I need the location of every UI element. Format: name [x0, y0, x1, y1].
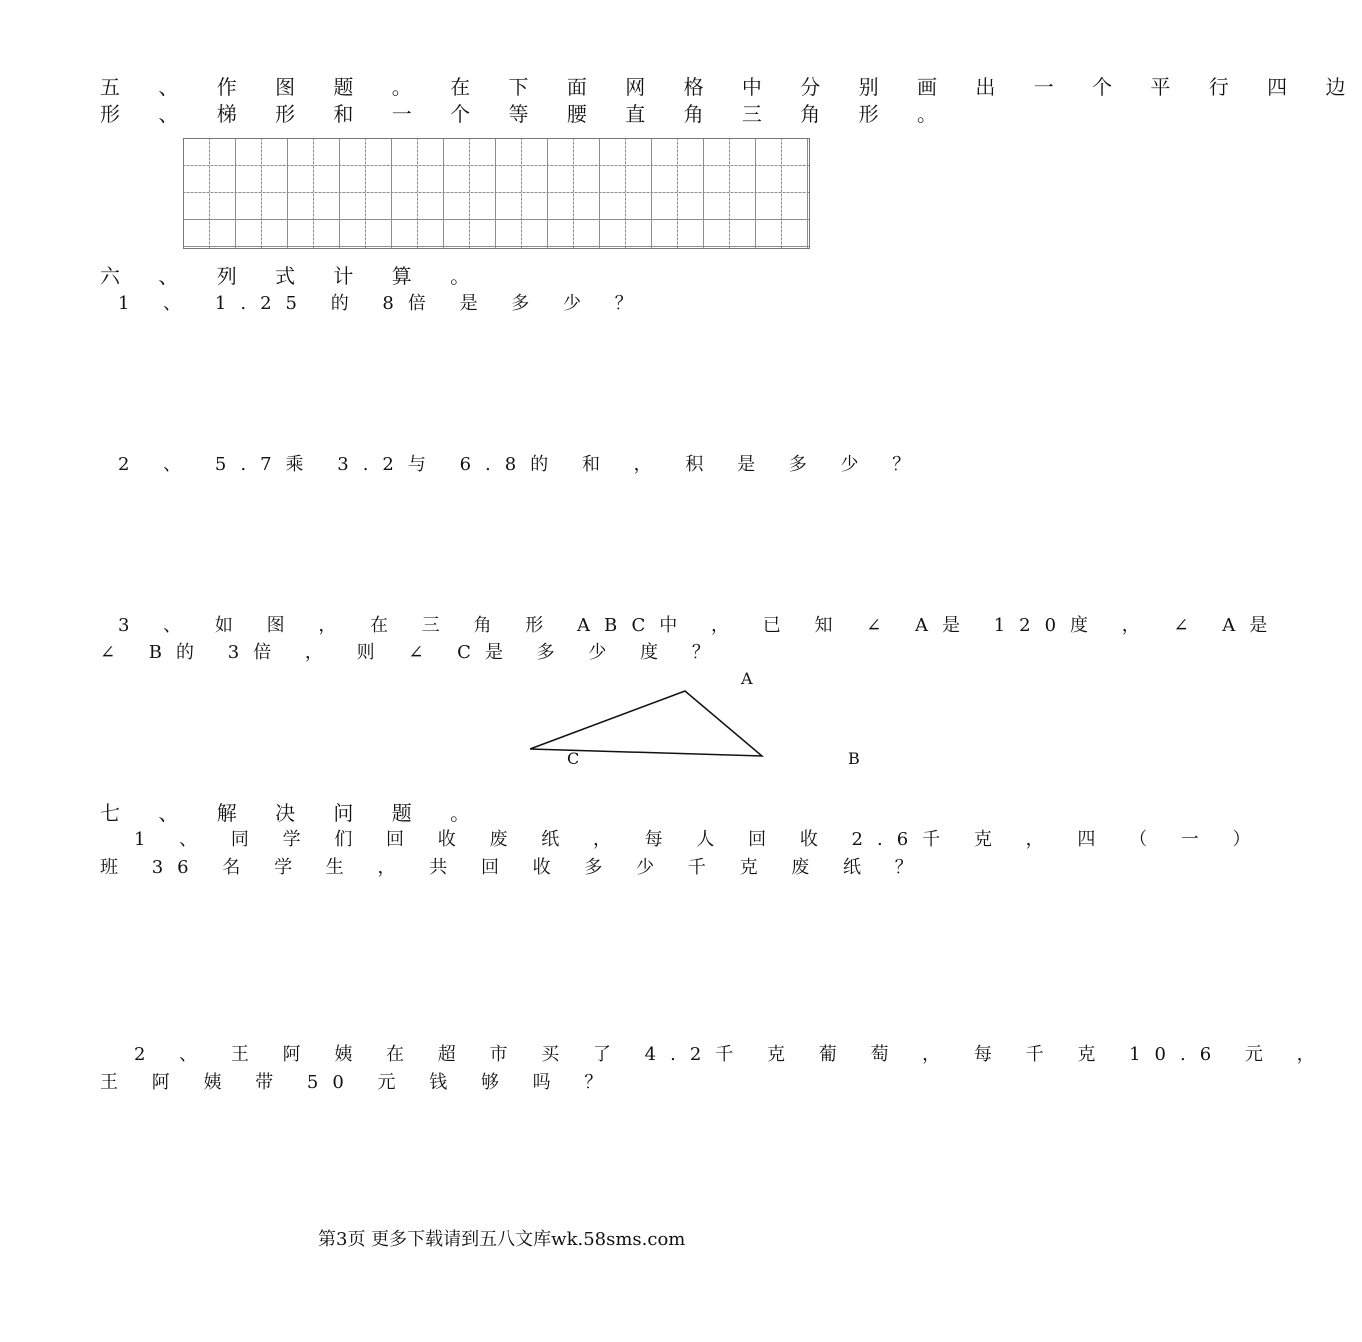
section-six-question-1: 1 、 1.25 的 8倍 是 多 少 ？	[118, 293, 647, 314]
triangle-label-a: A	[741, 669, 753, 688]
section-seven-question-1-line-1: 1 、 同 学 们 回 收 废 纸 ， 每 人 回 收 2.6千 克 ， 四 （ 一 ）	[134, 829, 1265, 850]
grid-dot-overlay	[184, 139, 809, 248]
triangle-shape	[530, 691, 762, 756]
section-seven-title: 七 、 解 决 问 题 。	[100, 801, 487, 825]
section-six-title: 六 、 列 式 计 算 。	[100, 264, 487, 288]
triangle-label-b: B	[848, 749, 860, 768]
triangle-figure	[520, 668, 890, 774]
section-six-question-3-line-2: ∠ B的 3倍 ， 则 ∠ C是 多 少 度 ？	[100, 642, 724, 663]
section-seven-question-2-line-1: 2 、 王 阿 姨 在 超 市 买 了 4.2千 克 葡 萄 ， 每 千 克 10.6 元 ，	[134, 1044, 1329, 1065]
triangle-label-c: C	[567, 749, 580, 768]
section-six-question-3-line-1: 3 、 如 图 ， 在 三 角 形 ABC中 ， 已 知 ∠ A是 120度 ， ∠ A是	[118, 615, 1282, 636]
section-seven-question-2-line-2: 王 阿 姨 带 50 元 钱 够 吗 ？	[100, 1072, 617, 1093]
drawing-grid	[183, 138, 810, 249]
section-six-question-2: 2 、 5.7乘 3.2与 6.8的 和 ， 积 是 多 少 ？	[118, 454, 925, 475]
page-footer: 第3页 更多下载请到五八文库wk.58sms.com	[318, 1229, 686, 1250]
section-five-line-2: 形 、 梯 形 和 一 个 等 腰 直 角 三 角 形 。	[100, 102, 954, 126]
section-five-line-1: 五 、 作 图 题 。 在 下 面 网 格 中 分 别 画 出 一 个 平 行 四 边	[100, 75, 1362, 99]
section-seven-question-1-line-2: 班 36 名 学 生 ， 共 回 收 多 少 千 克 废 纸 ？	[100, 857, 927, 878]
